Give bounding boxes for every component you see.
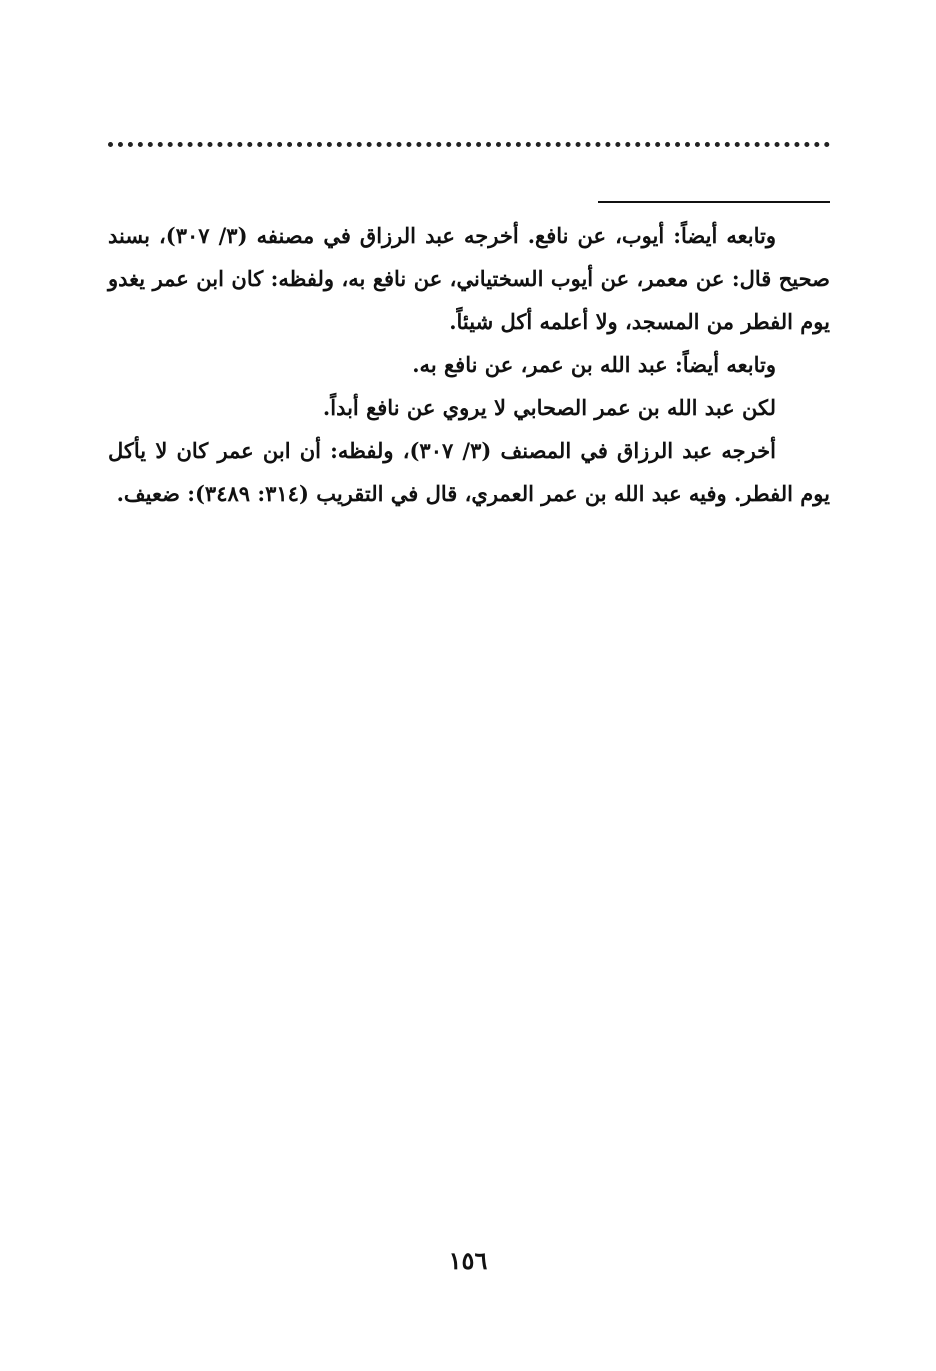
footnotes-section <box>108 214 830 515</box>
footnote-paragraph-4: أخرجه عبد الرزاق في المصنف (٣/ ٣٠٧)، ولفظه: أن ابن عمر كان لا يأكل يوم الفطر. وفيه عبد الله بن عمر العمري، قال في التقريب (٣١٤: ٣٤٨٩): ضعيف. <box>108 438 830 506</box>
footnote-paragraph-1: وتابعه أيضاً: أيوب، عن نافع. أخرجه عبد الرزاق في مصنفه (٣/ ٣٠٧)، بسند صحيح قال: عن معمر، عن أيوب السختياني، عن نافع به، ولفظه: كان ابن عمر يغدو يوم الفطر من المسجد، ولا أعلمه أكل شيئاً. <box>108 223 830 334</box>
footnote-paragraph-2: وتابعه أيضاً: عبد الله بن عمر، عن نافع به. <box>412 352 776 377</box>
dotted-separator <box>108 142 830 147</box>
footnote-paragraph-3: لكن عبد الله بن عمر الصحابي لا يروي عن نافع أبداً. <box>322 395 776 420</box>
page-number: ١٥٦ <box>448 1246 488 1275</box>
footnote-separator-line <box>598 201 830 203</box>
